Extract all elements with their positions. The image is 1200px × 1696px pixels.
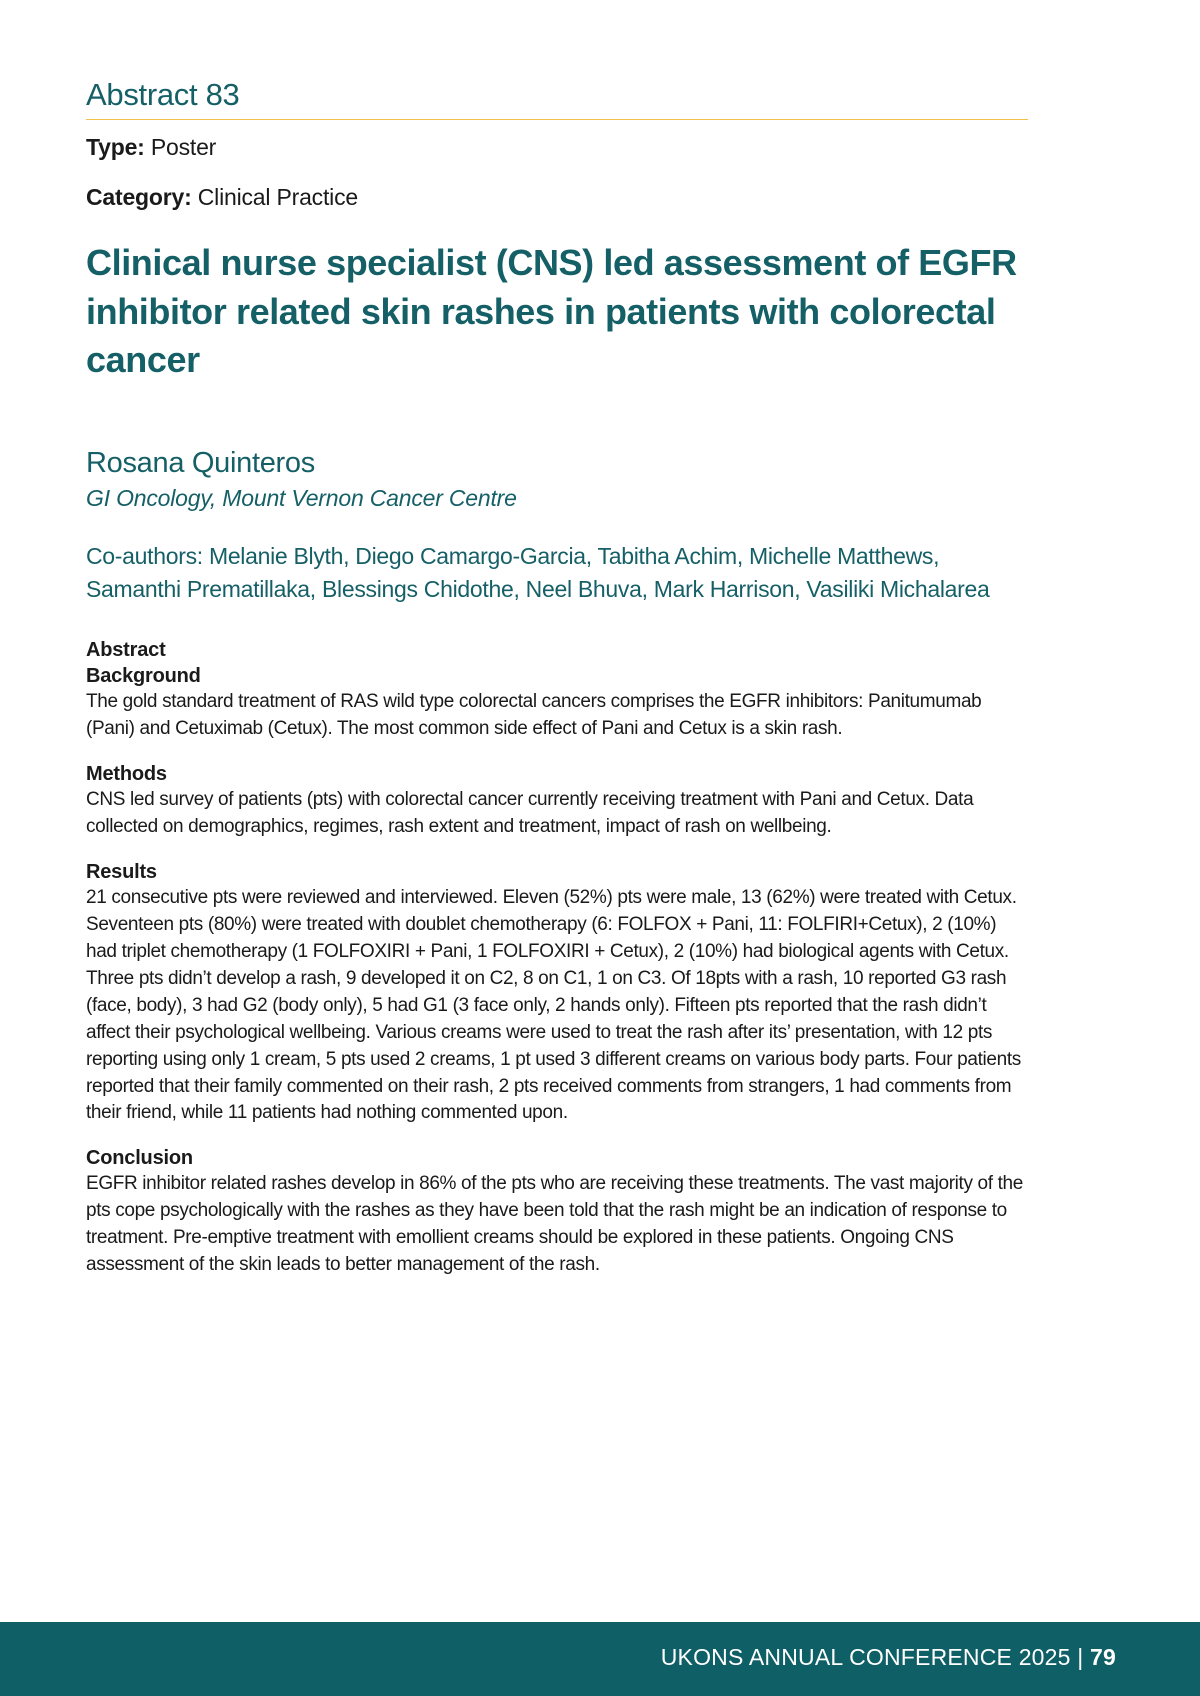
- section-heading: Background: [86, 664, 201, 687]
- abstract-title: Clinical nurse specialist (CNS) led assessment of EGFR inhibitor related skin rashes in patients with colorectal cancer: [86, 242, 1017, 380]
- page-number: 79: [1090, 1644, 1116, 1670]
- type-value: Poster: [150, 134, 217, 161]
- footer-separator: |: [1070, 1644, 1091, 1670]
- abstract-page: [86, 76, 1028, 1279]
- type-label: Type:: [86, 134, 145, 161]
- section-body: 21 consecutive pts were reviewed and interviewed. Eleven (52%) pts were male, 13 (62%) were treated with Cetux. Seventeen pts (80%) were treated with doublet chemotherapy (6: FOLFOX + Pani, 11: FOLFIRI+Cetux), 2 (10%) had triplet chemotherapy (1 FOLFOXIRI + Pani, 1 FOLFOXIRI + Cetux), 2 (10%) had biological agents with Cetux. Three pts didn’t develop a rash, 9 developed it on C2, 8 on C1, 1 on C3. Of 18pts with a rash, 10 reported G3 rash (face, body), 3 had G2 (body only), 5 had G1 (3 face only, 2 hands only). Fifteen pts reported that the rash didn’t affect their psychological wellbeing. Various creams were used to treat the rash after its’ presentation, with 12 pts reporting using only 1 cream, 5 pts used 2 creams, 1 pt used 3 different creams on various body parts. Four patients reported that their family commented on their rash, 2 pts received comments from strangers, 1 had comments from their friend, while 11 patients had nothing commented upon.: [86, 886, 1021, 1124]
- footer-text: [661, 1644, 1116, 1672]
- category-label: Category:: [86, 183, 192, 210]
- abstract-number: Abstract 83: [86, 76, 1028, 120]
- section-heading: Conclusion: [86, 1147, 193, 1170]
- category-value: Clinical Practice: [197, 183, 358, 210]
- section-heading: Methods: [86, 762, 167, 785]
- section-body: The gold standard treatment of RAS wild type colorectal cancers comprises the EGFR inhibitors: Panitumumab (Pani) and Cetuximab (Cetux). The most common side effect of Pani and Cetux is a skin rash.: [86, 690, 982, 739]
- section-conclusion: [86, 1145, 1028, 1279]
- section-body: CNS led survey of patients (pts) with colorectal cancer currently receiving treatment with Pani and Cetux. Data collected on demographics, regimes, rash extent and treatment, impact of rash on wellbeing.: [86, 788, 974, 837]
- section-heading: Results: [86, 860, 157, 883]
- author-name: Rosana Quinteros: [86, 447, 315, 480]
- author-affiliation: GI Oncology, Mount Vernon Cancer Centre: [86, 484, 517, 511]
- section-results: [86, 859, 1028, 1128]
- abstract-heading: Abstract: [86, 638, 166, 661]
- coauthors: Co-authors: Melanie Blyth, Diego Camargo-Garcia, Tabitha Achim, Michelle Matthews, Samanthi Prematillaka, Blessings Chidothe, Neel Bhuva, Mark Harrison, Vasiliki Michalarea: [86, 543, 990, 602]
- type-line: [86, 134, 1028, 162]
- section-background: [86, 663, 1028, 743]
- conference-name: UKONS ANNUAL CONFERENCE 2025: [660, 1644, 1071, 1670]
- page-footer: [0, 1622, 1200, 1696]
- category-line: [86, 184, 1028, 212]
- section-body: EGFR inhibitor related rashes develop in 86% of the pts who are receiving these treatments. The vast majority of the pts cope psychologically with the rashes as they have been told that the rash might be an indication of response to treatment. Pre-emptive treatment with emollient creams should be explored in these patients. Ongoing CNS assessment of the skin leads to better management of the rash.: [86, 1173, 1023, 1276]
- section-methods: [86, 761, 1028, 841]
